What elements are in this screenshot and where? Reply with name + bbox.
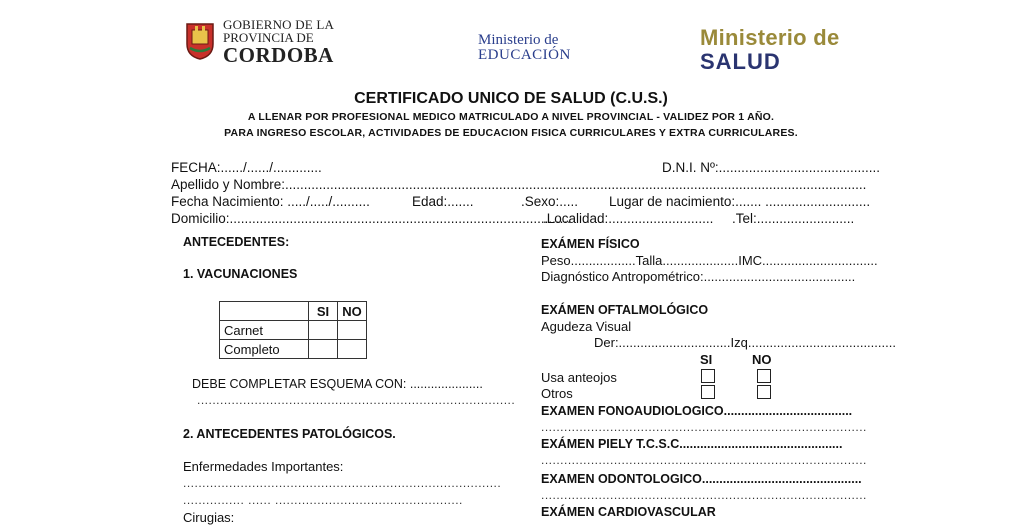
diagnostico-field: Diagnóstico Antropométrico:.......................................... bbox=[541, 269, 856, 284]
table-row bbox=[220, 321, 367, 340]
vacunaciones-heading: 1. VACUNACIONES bbox=[183, 267, 298, 281]
anteojos-no-header: NO bbox=[752, 352, 772, 367]
checkbox-icon[interactable] bbox=[701, 369, 715, 383]
table-header-no: NO bbox=[338, 302, 367, 321]
province-crest-icon bbox=[185, 20, 215, 60]
gob-line3: CORDOBA bbox=[223, 43, 334, 67]
document-title: CERTIFICADO UNICO DE SALUD (C.U.S.) bbox=[354, 90, 668, 107]
agudeza-visual-label: Agudeza Visual bbox=[541, 319, 632, 334]
ministerio-salud-logo bbox=[700, 26, 840, 74]
localidad-field: .Localidad:............................ bbox=[543, 211, 714, 226]
table-cell bbox=[338, 340, 367, 359]
der-izq-field: Der:...............................Izq......................................... bbox=[594, 335, 896, 350]
examen-cardiovascular-heading: EXÁMEN CARDIOVASCULAR bbox=[541, 505, 716, 519]
table-cell bbox=[338, 321, 367, 340]
examen-piel-heading: EXÁMEN PIELY T.C.S.C............................................... bbox=[541, 437, 843, 451]
domicilio-field: Domicilio:........................................................................................... bbox=[171, 211, 571, 226]
table-cell bbox=[309, 321, 338, 340]
examen-fisico-heading: EXÁMEN FÍSICO bbox=[541, 237, 640, 251]
examen-fonoaudiologico-heading: EXAMEN FONOAUDIOLOGICO..................................... bbox=[541, 404, 853, 418]
fecha-field: FECHA:....../....../............. bbox=[171, 160, 322, 175]
tel-field: .Tel:.......................... bbox=[732, 211, 855, 226]
lugar-nacimiento-field: Lugar de nacimiento:....... ............................ bbox=[609, 194, 871, 209]
checkbox-icon[interactable] bbox=[701, 385, 715, 399]
antecedentes-patologicos-heading: 2. ANTECEDENTES PATOLÓGICOS. bbox=[183, 427, 396, 441]
vacunaciones-table bbox=[219, 301, 367, 359]
edu-line1: Ministerio de bbox=[478, 32, 559, 48]
ministerio-educacion-logo bbox=[478, 33, 571, 63]
debe-completar-dots: ................................................................................... bbox=[197, 393, 516, 407]
table-cell bbox=[309, 340, 338, 359]
enfermedades-dots-1: ................................................................................... bbox=[183, 476, 502, 490]
checkbox-icon[interactable] bbox=[757, 385, 771, 399]
enfermedades-label: Enfermedades Importantes: bbox=[183, 459, 344, 474]
table-row-carnet: Carnet bbox=[220, 321, 309, 340]
sexo-field: .Sexo:..... bbox=[521, 194, 579, 209]
debe-completar-field: DEBE COMPLETAR ESQUEMA CON: ..................... bbox=[192, 377, 483, 391]
fono-dots: ..................................................................................... bbox=[541, 420, 867, 434]
enfermedades-dots-2: ................ ...... ................................................. bbox=[183, 493, 463, 507]
gob-line2: PROVINCIA DE bbox=[223, 30, 314, 45]
piel-dots: ..................................................................................... bbox=[541, 453, 867, 467]
anteojos-si-header: SI bbox=[700, 352, 713, 367]
fecha-nacimiento-field: Fecha Nacimiento: ...../...../.......... bbox=[171, 194, 370, 209]
salud-line2: SALUD bbox=[700, 49, 781, 74]
table-header-blank bbox=[220, 302, 309, 321]
usa-anteojos-label: Usa anteojos bbox=[541, 370, 617, 385]
edu-line2: EDUCACIÓN bbox=[478, 47, 571, 63]
table-row-completo: Completo bbox=[220, 340, 309, 359]
document-subtitle-1: A LLENAR POR PROFESIONAL MEDICO MATRICULADO A NIVEL PROVINCIAL - VALIDEZ POR 1 AÑO. bbox=[247, 111, 775, 123]
examen-oftalmologico-heading: EXÁMEN OFTALMOLÓGICO bbox=[541, 303, 709, 317]
table-header-si: SI bbox=[309, 302, 338, 321]
dni-field: D.N.I. Nº:........................................... bbox=[662, 160, 880, 175]
examen-odontologico-heading: EXAMEN ODONTOLOGICO.............................................. bbox=[541, 472, 862, 486]
odonto-dots: ..................................................................................... bbox=[541, 488, 867, 502]
apellido-field: Apellido y Nombre:........................................................................................................................................................... bbox=[171, 177, 867, 192]
checkbox-icon[interactable] bbox=[757, 369, 771, 383]
table-row bbox=[220, 340, 367, 359]
edad-field: Edad:....... bbox=[412, 194, 474, 209]
peso-talla-imc-field: Peso..................Talla.....................IMC................................ bbox=[541, 253, 878, 268]
salud-line1: Ministerio de bbox=[700, 25, 840, 50]
antecedentes-heading: ANTECEDENTES: bbox=[183, 235, 290, 249]
otros-label: Otros bbox=[541, 386, 573, 401]
cirugias-label: Cirugias: bbox=[183, 510, 235, 525]
gob-line1: GOBIERNO DE LA bbox=[223, 17, 335, 32]
document-subtitle-2: PARA INGRESO ESCOLAR, ACTIVIDADES DE EDUCACION FISICA CURRICULARES Y EXTRA CURRICULARES. bbox=[224, 127, 798, 139]
